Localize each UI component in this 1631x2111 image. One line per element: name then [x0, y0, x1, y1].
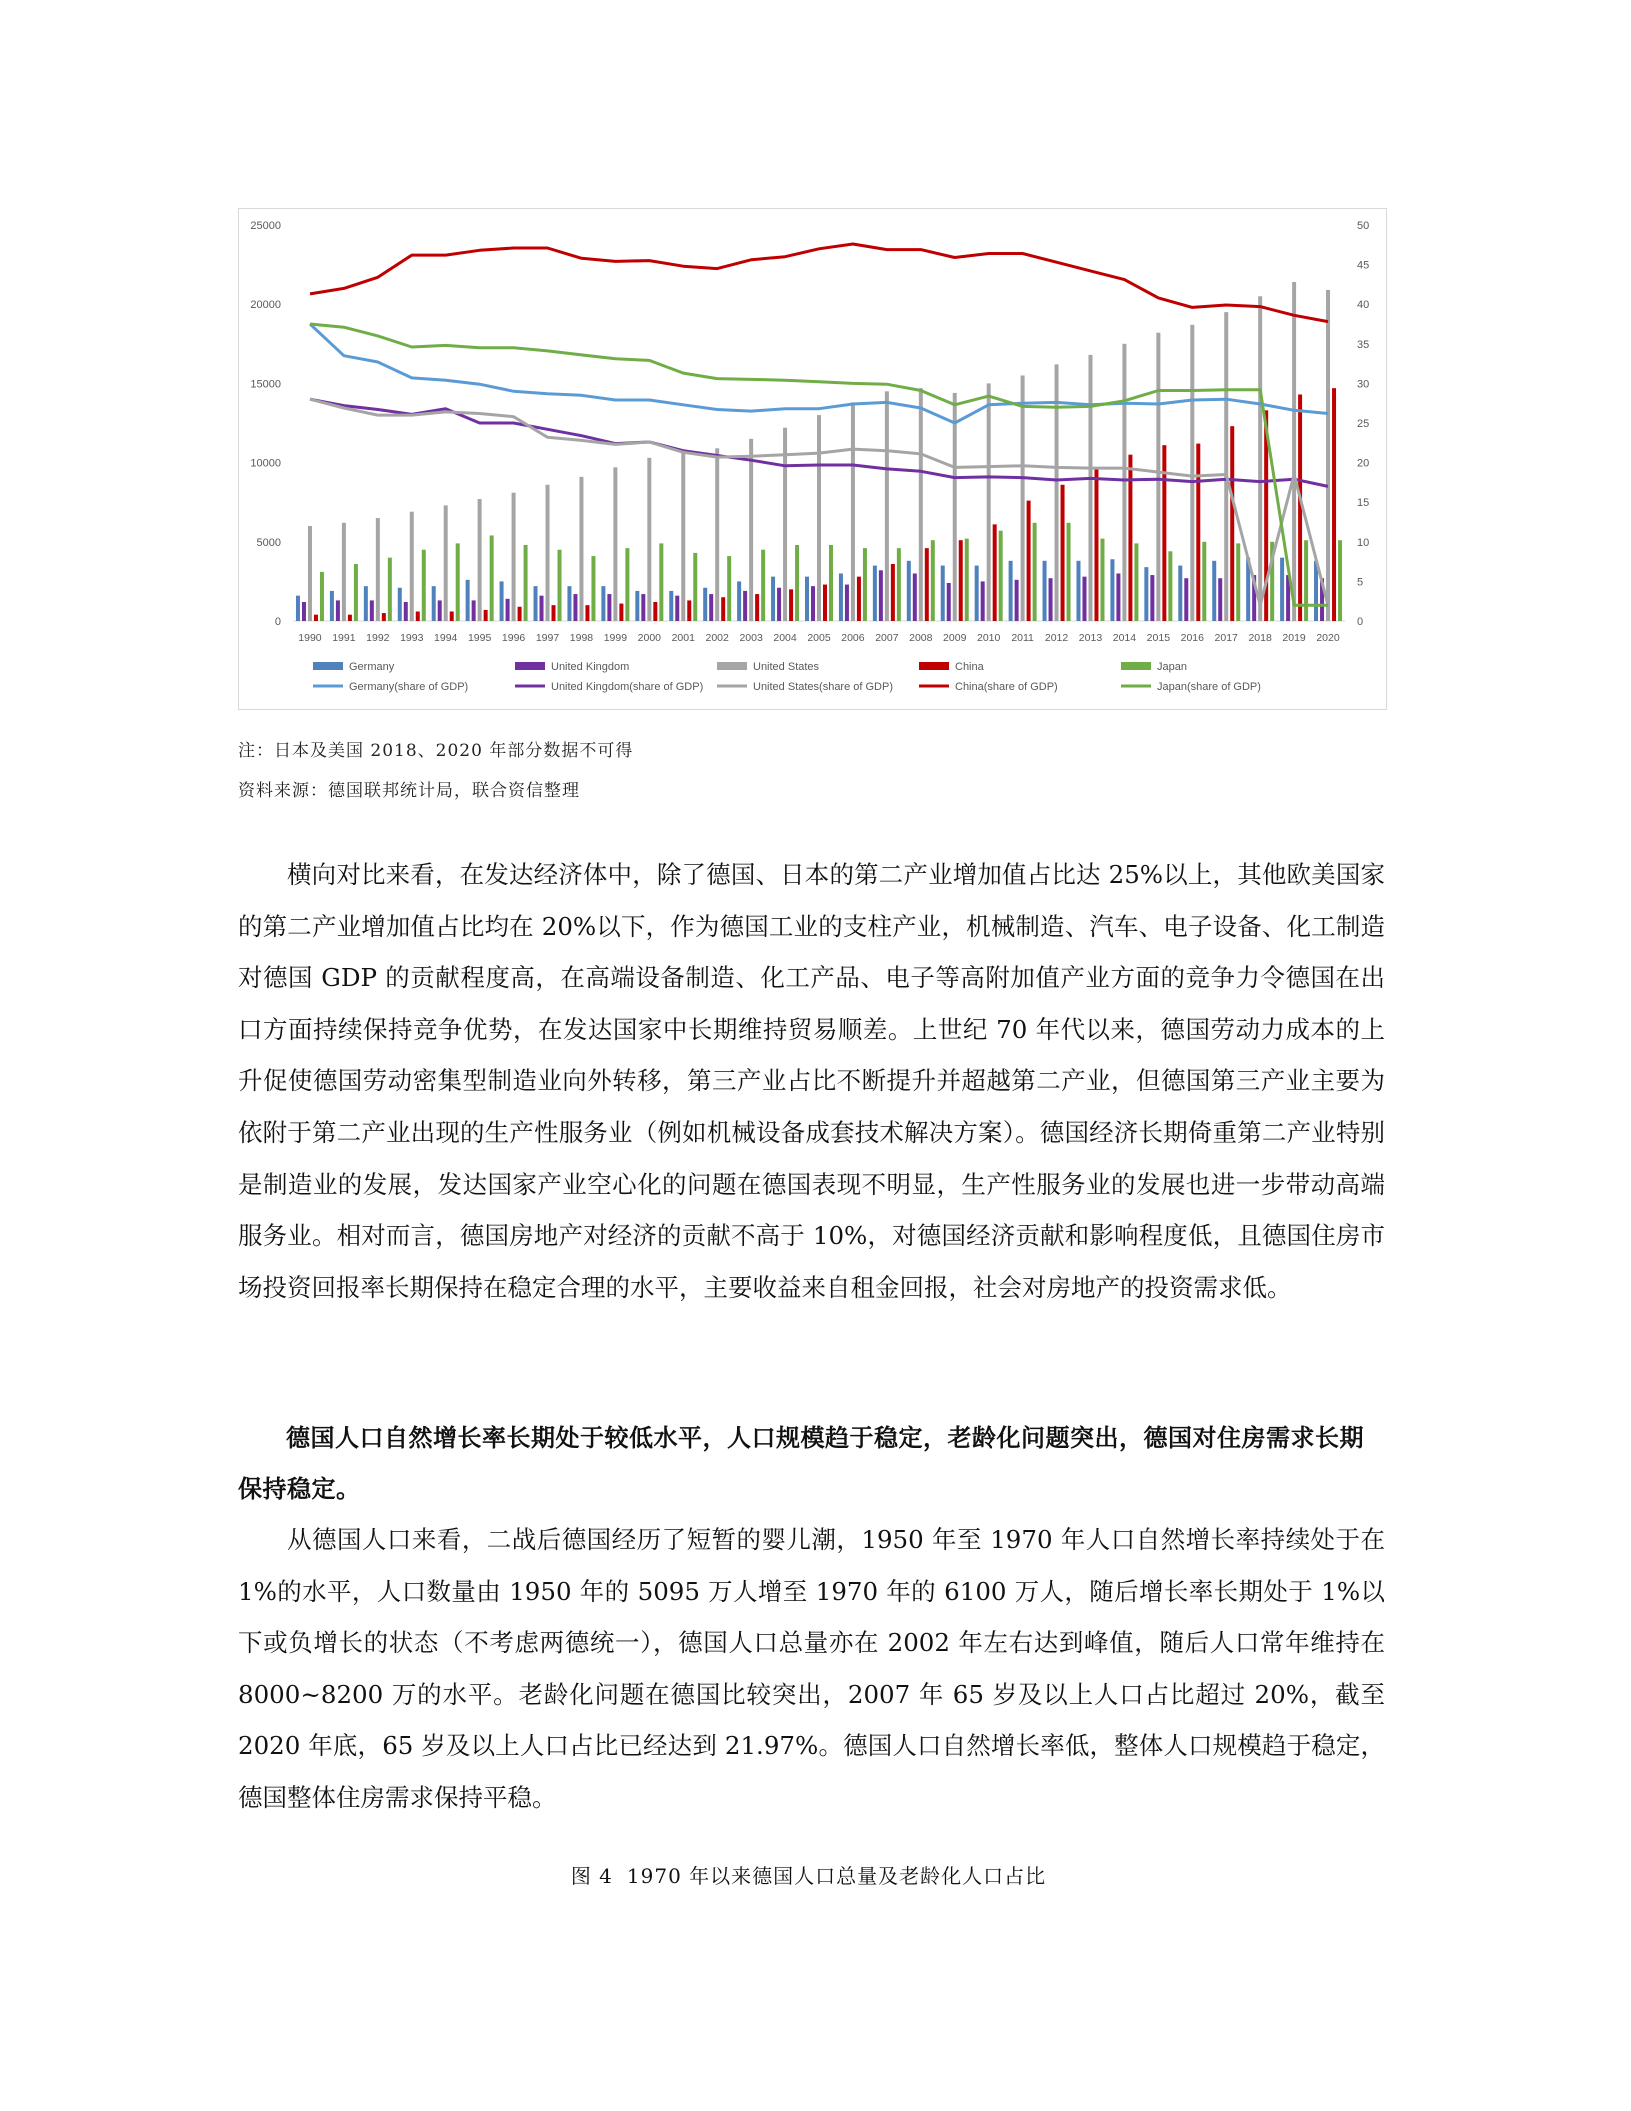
x-axis-tick-label: 1993 — [400, 632, 424, 644]
legend-swatch-bar — [515, 662, 545, 670]
bar-united-kingdom — [607, 594, 611, 621]
bar-united-states — [478, 499, 482, 621]
x-axis-tick-label: 2011 — [1011, 632, 1034, 644]
bar-united-states — [1021, 375, 1025, 621]
paragraph-1-text: 横向对比来看，在发达经济体中，除了德国、日本的第二产业增加值占比达 25%以上，其他欧美国家的第二产业增加值占比均在 20%以下，作为德国工业的支柱产业，机械制造、汽车、电子设备、化工制造对德国 GDP 的贡献程度高，在高端设备制造、化工产品、电子等高附加值产业方面的竞争力令德国在出口方面持续保持竞争优势，在发达国家中长期维持贸易顺差。上世纪 70 年代以来，德国劳动力成本的上升促使德国劳动密集型制造业向外转移，第三产业占比不断提升并超越第二产业，但德国第三产业主要为依附于第二产业出现的生产性服务业（例如机械设备成套技术解决方案）。德国经济长期倚重第二产业特别是制造业的发展，发达国家产业空心化的问题在德国表现不明显，生产性服务业的发展也进一步带动高端服务业。相对而言，德国房地产对经济的贡献不高于 10%，对德国经济贡献和影响程度低，且德国住房市场投资回报率长期保持在稳定合理的水平，主要收益来自租金回报，社会对房地产的投资需求低。 — [238, 860, 1385, 1302]
legend-label-line: Japan(share of GDP) — [1157, 681, 1261, 693]
bar-united-kingdom — [913, 573, 917, 621]
x-axis-tick-label: 2019 — [1282, 632, 1306, 644]
bar-united-states — [342, 523, 346, 621]
bar-germany — [873, 566, 877, 621]
bar-united-states — [308, 526, 312, 621]
bar-japan — [659, 543, 663, 621]
bar-united-states — [851, 402, 855, 621]
bar-germany — [975, 566, 979, 621]
x-axis-tick-label: 2017 — [1214, 632, 1238, 644]
right-axis-tick-label: 20 — [1357, 457, 1370, 470]
bar-germany — [1178, 566, 1182, 621]
legend-label-bar: United Kingdom — [551, 661, 630, 673]
legend-label-line: United Kingdom(share of GDP) — [551, 681, 704, 693]
bar-germany — [1076, 561, 1080, 621]
bar-united-kingdom — [743, 591, 747, 621]
x-axis-tick-label: 2004 — [773, 632, 797, 644]
bar-germany — [805, 577, 809, 621]
bar-japan — [524, 545, 528, 621]
figure-label: 图 4 — [570, 1864, 613, 1888]
bar-china — [959, 540, 963, 621]
bar-united-states — [1190, 325, 1194, 621]
left-axis-tick-label: 0 — [274, 616, 281, 628]
bar-germany — [737, 581, 741, 621]
bar-china — [789, 589, 793, 621]
bar-japan — [1134, 543, 1138, 621]
bar-japan — [591, 556, 595, 621]
bar-germany — [907, 561, 911, 621]
bar-united-kingdom — [1015, 580, 1019, 621]
bar-united-kingdom — [573, 594, 577, 621]
bar-united-kingdom — [472, 600, 476, 621]
left-axis-tick-label: 10000 — [250, 457, 281, 470]
bar-china — [348, 615, 352, 621]
bar-china — [314, 615, 318, 621]
bar-united-states — [715, 448, 719, 621]
x-axis-tick-label: 1995 — [467, 632, 492, 644]
x-axis-tick-label: 1991 — [332, 632, 356, 644]
chart-canvas — [239, 209, 1386, 709]
bar-united-states — [749, 439, 753, 621]
bar-united-kingdom — [1218, 578, 1222, 621]
bar-united-kingdom — [811, 586, 815, 621]
right-axis-tick-label: 40 — [1357, 299, 1370, 312]
bar-china — [1230, 426, 1234, 621]
x-axis-tick-label: 2018 — [1248, 632, 1272, 644]
bar-germany — [635, 591, 639, 621]
x-axis-tick-label: 2016 — [1180, 632, 1204, 644]
paragraph-2 — [238, 1514, 1385, 1824]
bar-germany — [1144, 567, 1148, 621]
bar-united-kingdom — [540, 596, 544, 621]
bar-united-states — [647, 458, 651, 621]
bar-japan — [761, 550, 765, 621]
bar-united-states — [546, 485, 550, 621]
legend-label-bar: Germany — [349, 661, 395, 673]
bar-japan — [863, 548, 867, 621]
bar-united-states — [444, 505, 448, 621]
gdp-chart — [238, 208, 1387, 710]
right-axis-tick-label: 10 — [1357, 536, 1370, 549]
bar-japan — [693, 553, 697, 621]
x-axis-tick-label: 2010 — [976, 632, 1001, 644]
bar-united-kingdom — [879, 570, 883, 621]
bar-germany — [601, 586, 605, 621]
bar-japan — [1202, 542, 1206, 621]
right-axis-tick-label: 30 — [1357, 378, 1370, 391]
bar-united-states — [987, 383, 991, 621]
legend-label-line: Germany(share of GDP) — [349, 681, 469, 693]
section-heading-text: 德国人口自然增长率长期处于较低水平，人口规模趋于稳定，老龄化问题突出，德国对住房需求长期保持稳定。 — [238, 1423, 1364, 1503]
bar-japan — [422, 550, 426, 621]
x-axis-tick-label: 2012 — [1044, 632, 1069, 644]
bar-united-states — [1224, 312, 1228, 621]
bar-united-states — [885, 391, 889, 621]
x-axis-tick-label: 1994 — [434, 632, 458, 644]
bar-united-states — [1088, 355, 1092, 621]
bar-china — [552, 605, 556, 621]
legend-swatch-bar — [1121, 662, 1151, 670]
bar-germany — [1043, 561, 1047, 621]
legend-label-line: China(share of GDP) — [955, 681, 1058, 693]
x-axis-tick-label: 1990 — [298, 632, 322, 644]
bar-united-states — [783, 428, 787, 621]
bar-germany — [941, 566, 945, 621]
bar-japan — [965, 539, 969, 621]
bar-united-kingdom — [1049, 578, 1053, 621]
x-axis-tick-label: 1997 — [535, 632, 560, 644]
bar-germany — [669, 591, 673, 621]
bar-united-kingdom — [404, 602, 408, 621]
x-axis-tick-label: 2014 — [1112, 632, 1137, 644]
bar-united-kingdom — [336, 600, 340, 621]
legend-label-bar: United States — [753, 661, 820, 673]
legend-label-line: United States(share of GDP) — [753, 681, 894, 693]
bar-united-states — [376, 518, 380, 621]
bar-china — [619, 604, 623, 621]
x-axis-tick-label: 1996 — [501, 632, 526, 644]
legend-swatch-bar — [717, 662, 747, 670]
right-axis-tick-label: 15 — [1357, 497, 1370, 510]
bar-china — [993, 524, 997, 621]
paragraph-1 — [238, 849, 1385, 1313]
bar-germany — [398, 588, 402, 621]
x-axis-tick-label: 2007 — [875, 632, 899, 644]
bar-united-kingdom — [1116, 573, 1120, 621]
bar-germany — [364, 586, 368, 621]
bar-united-kingdom — [506, 599, 510, 621]
bar-japan — [1033, 523, 1037, 621]
x-axis-tick-label: 2009 — [943, 632, 967, 644]
bar-japan — [999, 531, 1003, 621]
left-axis-tick-label: 15000 — [250, 378, 281, 391]
bar-united-states — [1258, 296, 1262, 621]
x-axis-tick-label: 1998 — [569, 632, 594, 644]
bar-united-kingdom — [641, 594, 645, 621]
bar-china — [687, 600, 691, 621]
bar-germany — [1110, 559, 1114, 621]
legend-swatch-bar — [313, 662, 343, 670]
bar-united-kingdom — [675, 596, 679, 621]
left-axis-tick-label: 5000 — [256, 536, 281, 549]
legend-swatch-bar — [919, 662, 949, 670]
bar-china — [653, 602, 657, 621]
bar-united-states — [1156, 333, 1160, 621]
line-germany-share-of-gdp- — [310, 324, 1328, 423]
bar-united-kingdom — [845, 585, 849, 621]
legend-label-bar: China — [955, 661, 984, 673]
bar-united-kingdom — [370, 600, 374, 621]
bar-germany — [432, 586, 436, 621]
x-axis-tick-label: 1999 — [603, 632, 628, 644]
bar-japan — [490, 535, 494, 621]
bar-germany — [839, 573, 843, 621]
bar-united-states — [1292, 282, 1296, 621]
bar-china — [755, 594, 759, 621]
bar-united-states — [1326, 290, 1330, 621]
bar-united-kingdom — [438, 600, 442, 621]
bar-china — [450, 611, 454, 621]
bar-germany — [330, 591, 334, 621]
bar-japan — [1304, 540, 1308, 621]
bar-united-states — [919, 388, 923, 621]
bar-china — [382, 613, 386, 621]
x-axis-tick-label: 2008 — [909, 632, 933, 644]
chart-note: 注：日本及美国 2018、2020 年部分数据不可得 — [238, 741, 634, 761]
bar-japan — [829, 545, 833, 621]
bar-japan — [1100, 539, 1104, 621]
right-axis-tick-label: 35 — [1357, 338, 1370, 351]
bar-japan — [1236, 543, 1240, 621]
right-axis-tick-label: 5 — [1357, 576, 1364, 589]
bar-united-kingdom — [302, 602, 306, 621]
bar-germany — [703, 588, 707, 621]
legend-label-bar: Japan — [1157, 661, 1187, 673]
bar-united-kingdom — [709, 594, 713, 621]
bar-germany — [466, 580, 470, 621]
x-axis-tick-label: 2003 — [739, 632, 763, 644]
bar-japan — [1338, 540, 1342, 621]
bar-united-kingdom — [1082, 577, 1086, 621]
bar-china — [1061, 485, 1065, 621]
bar-united-states — [410, 512, 414, 621]
bar-japan — [795, 545, 799, 621]
bar-united-kingdom — [777, 588, 781, 621]
bar-china — [891, 564, 895, 621]
right-axis-tick-label: 50 — [1357, 220, 1370, 232]
section-heading — [238, 1412, 1385, 1514]
bar-united-states — [681, 453, 685, 621]
bar-china — [1196, 444, 1200, 621]
bar-china — [484, 610, 488, 621]
bar-germany — [500, 581, 504, 621]
x-axis-tick-label: 2005 — [807, 632, 831, 644]
bar-china — [518, 607, 522, 621]
left-axis-tick-label: 25000 — [250, 220, 281, 232]
chart-source: 资料来源：德国联邦统计局，联合资信整理 — [238, 781, 580, 801]
bar-germany — [1009, 561, 1013, 621]
line-china-share-of-gdp- — [310, 244, 1328, 322]
bar-japan — [354, 564, 358, 621]
bar-china — [857, 577, 861, 621]
right-axis-tick-label: 0 — [1357, 616, 1364, 628]
bar-united-kingdom — [1150, 575, 1154, 621]
bar-japan — [456, 543, 460, 621]
bar-germany — [534, 586, 538, 621]
figure-caption — [0, 1860, 1631, 1889]
figure-title: 1970 年以来德国人口总量及老龄化人口占比 — [626, 1864, 1047, 1888]
bar-japan — [1168, 551, 1172, 621]
bar-united-states — [579, 477, 583, 621]
bar-japan — [625, 548, 629, 621]
bar-japan — [897, 548, 901, 621]
bar-japan — [320, 572, 324, 621]
left-axis-tick-label: 20000 — [250, 299, 281, 312]
bar-united-states — [512, 493, 516, 621]
bar-united-kingdom — [947, 583, 951, 621]
bar-germany — [1212, 561, 1216, 621]
x-axis-tick-label: 2002 — [705, 632, 729, 644]
bar-united-kingdom — [981, 581, 985, 621]
right-axis-tick-label: 25 — [1357, 418, 1370, 430]
right-axis-tick-label: 45 — [1357, 259, 1370, 272]
bar-united-states — [613, 467, 617, 621]
bar-china — [721, 597, 725, 621]
x-axis-tick-label: 2015 — [1146, 632, 1171, 644]
x-axis-tick-label: 2001 — [671, 632, 695, 644]
bar-china — [823, 585, 827, 621]
x-axis-tick-label: 1992 — [366, 632, 390, 644]
bar-germany — [296, 596, 300, 621]
bar-china — [925, 548, 929, 621]
bar-china — [585, 605, 589, 621]
bar-united-states — [953, 393, 957, 621]
bar-united-kingdom — [1184, 578, 1188, 621]
x-axis-tick-label: 2013 — [1078, 632, 1103, 644]
bar-japan — [727, 556, 731, 621]
x-axis-tick-label: 2000 — [637, 632, 662, 644]
x-axis-tick-label: 2006 — [841, 632, 865, 644]
bar-japan — [931, 540, 935, 621]
bar-germany — [1280, 558, 1284, 621]
bar-united-states — [817, 415, 821, 621]
bar-germany — [771, 577, 775, 621]
bar-japan — [1067, 523, 1071, 621]
bar-japan — [558, 550, 562, 621]
x-axis-tick-label: 2020 — [1316, 632, 1340, 644]
bar-china — [1332, 388, 1336, 621]
bar-china — [416, 611, 420, 621]
paragraph-2-text: 从德国人口来看，二战后德国经历了短暂的婴儿潮，1950 年至 1970 年人口自然增长率持续处于在 1%的水平，人口数量由 1950 年的 5095 万人增至 1970 年的 6100 万人，随后增长率长期处于 1%以下或负增长的状态（不考虑两德统一），德国人口总量亦在 2002 年左右达到峰值，随后人口常年维持在 8000~8200 万的水平。老龄化问题在德国比较突出，2007 年 65 岁及以上人口占比超过 20%，截至 2020 年底，65 岁及以上人口占比已经达到 21.97%。德国人口自然增长率低，整体人口规模趋于稳定，德国整体住房需求保持平稳。 — [238, 1525, 1385, 1812]
bar-china — [1027, 501, 1031, 621]
bar-china — [1094, 467, 1098, 621]
bar-germany — [567, 586, 571, 621]
bar-united-states — [1122, 344, 1126, 621]
bar-japan — [388, 558, 392, 621]
